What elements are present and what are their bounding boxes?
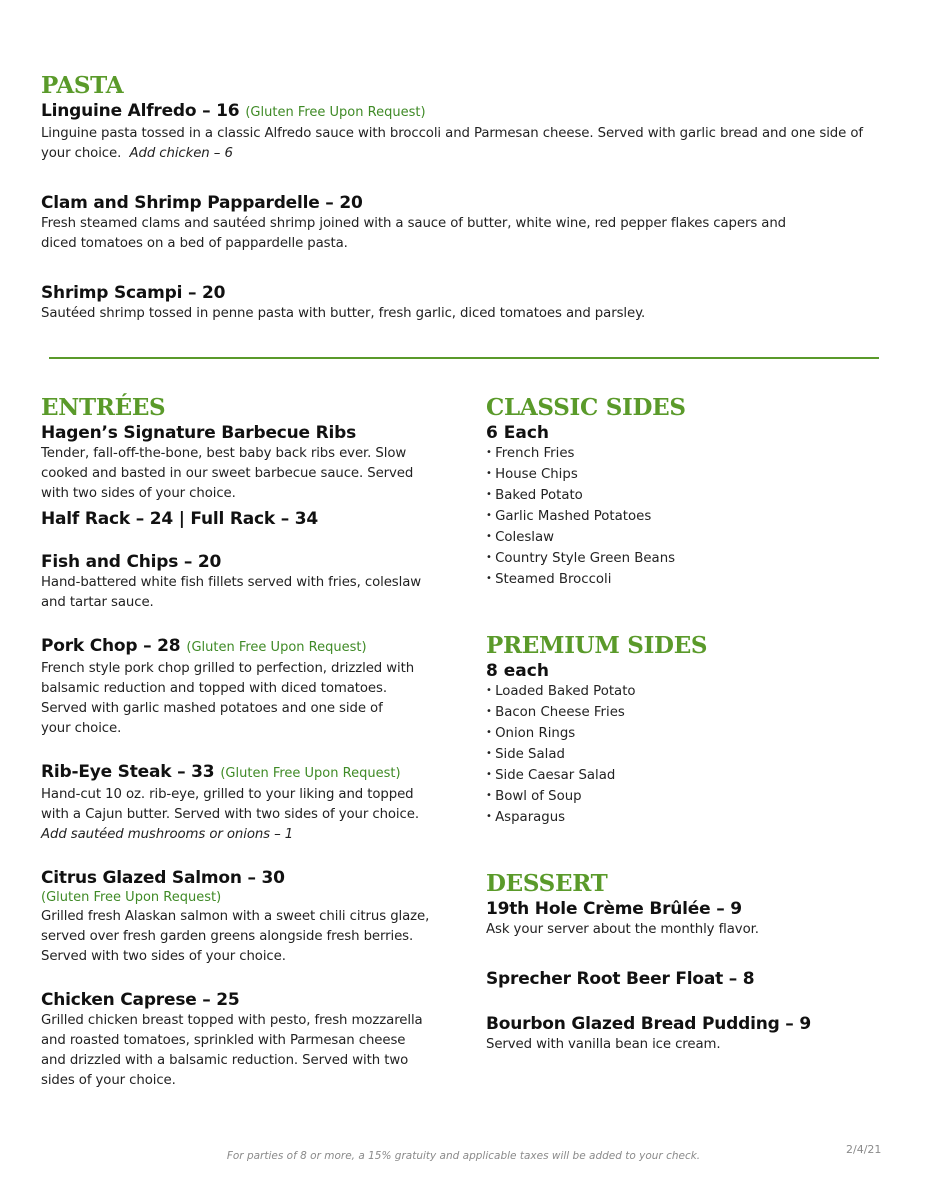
menu-item-shrimp-scampi bbox=[41, 282, 901, 324]
dessert-title: DESSERT bbox=[486, 870, 608, 897]
list-item: • Asparagus bbox=[486, 808, 896, 829]
item-name: 19th Hole Crème Brûlée – 9 bbox=[486, 899, 742, 919]
menu-item-fish-and-chips bbox=[41, 551, 461, 613]
list-item: • Loaded Baked Potato bbox=[486, 682, 896, 703]
premium-sides-title: PREMIUM SIDES bbox=[486, 632, 708, 659]
gratuity-note: For parties of 8 or more, a 15% gratuity and applicable taxes will be added to your check. bbox=[226, 1150, 701, 1162]
item-description: Hand-battered white fish fillets served with fries, coleslaw and tartar sauce. bbox=[41, 575, 422, 610]
gluten-free-note: (Gluten Free Upon Request) bbox=[41, 890, 222, 905]
menu-item-ribs bbox=[41, 422, 461, 530]
item-name: Bourbon Glazed Bread Pudding – 9 bbox=[486, 1014, 811, 1034]
premium-sides-section bbox=[486, 632, 896, 829]
list-item: • Side Salad bbox=[486, 745, 896, 766]
list-item: • Garlic Mashed Potatoes bbox=[486, 507, 896, 528]
list-item: • Bacon Cheese Fries bbox=[486, 703, 896, 724]
menu-item-bread-pudding bbox=[486, 1013, 896, 1055]
menu-item-citrus-glazed-salmon bbox=[41, 867, 461, 967]
item-description: Grilled fresh Alaskan salmon with a sweet chili citrus glaze, served over fresh garden greens alongside fresh berries. Served with two sides of your choice. bbox=[41, 909, 430, 964]
pasta-title: PASTA bbox=[41, 72, 124, 99]
gluten-free-note: (Gluten Free Upon Request) bbox=[245, 105, 426, 120]
item-name: Chicken Caprese – 25 bbox=[41, 990, 240, 1010]
item-description: Tender, fall-off-the-bone, best baby back ribs ever. Slow cooked and basted in our sweet barbecue sauce. Served with two sides of your choice. bbox=[41, 446, 414, 501]
menu-item-pork-chop bbox=[41, 635, 461, 739]
pasta-section bbox=[41, 72, 901, 324]
item-description: Served with vanilla bean ice cream. bbox=[486, 1037, 721, 1052]
menu-item-rib-eye-steak bbox=[41, 761, 461, 845]
item-name: Linguine Alfredo – 16 (Gluten Free Upon Request) bbox=[41, 101, 426, 121]
list-item: • French Fries bbox=[486, 444, 896, 465]
item-name: Pork Chop – 28 (Gluten Free Upon Request) bbox=[41, 636, 367, 656]
entrees-title: ENTRÉES bbox=[41, 394, 166, 421]
item-description: Grilled chicken breast topped with pesto, fresh mozzarella and roasted tomatoes, sprinkled with Parmesan cheese and drizzled with a balsamic reduction. Served with two sides of your choice. bbox=[41, 1013, 423, 1088]
item-description: Fresh steamed clams and sautéed shrimp joined with a sauce of butter, white wine, red pepper flakes capers and diced tomatoes on a bed of pappardelle pasta. bbox=[41, 216, 786, 251]
list-item: • Onion Rings bbox=[486, 724, 896, 745]
add-on-note: Add chicken – 6 bbox=[129, 146, 233, 161]
item-description: Linguine pasta tossed in a classic Alfredo sauce with broccoli and Parmesan cheese. Served with garlic bread and one side of your choice. Add chicken – 6 bbox=[41, 126, 863, 161]
menu-item-chicken-caprese bbox=[41, 989, 461, 1091]
list-item: • House Chips bbox=[486, 465, 896, 486]
dessert-section bbox=[486, 870, 896, 1055]
list-item: • Side Caesar Salad bbox=[486, 766, 896, 787]
classic-sides-title: CLASSIC SIDES bbox=[486, 394, 686, 421]
item-name: Hagen’s Signature Barbecue Ribs bbox=[41, 423, 357, 443]
item-name: Rib-Eye Steak – 33 (Gluten Free Upon Request) bbox=[41, 762, 401, 782]
item-name: Clam and Shrimp Pappardelle – 20 bbox=[41, 193, 363, 213]
classic-sides-list bbox=[486, 444, 896, 591]
item-description: Ask your server about the monthly flavor. bbox=[486, 922, 759, 937]
menu-item-clam-shrimp-pappardelle bbox=[41, 192, 901, 254]
list-item: • Baked Potato bbox=[486, 486, 896, 507]
menu-item-creme-brulee bbox=[486, 898, 896, 940]
item-description: Hand-cut 10 oz. rib-eye, grilled to your liking and topped with a Cajun butter. Served with two sides of your choice. Add sautéed mushrooms or onions – 1 bbox=[41, 787, 419, 842]
menu-date: 2/4/21 bbox=[846, 1143, 882, 1156]
list-item: • Coleslaw bbox=[486, 528, 896, 549]
list-item: • Country Style Green Beans bbox=[486, 549, 896, 570]
item-price: Half Rack – 24 | Full Rack – 34 bbox=[41, 509, 319, 529]
classic-sides-section bbox=[486, 394, 896, 591]
premium-sides-list bbox=[486, 682, 896, 829]
menu-item-root-beer-float bbox=[486, 968, 896, 990]
add-on-note: Add sautéed mushrooms or onions – 1 bbox=[41, 827, 294, 842]
gluten-free-note: (Gluten Free Upon Request) bbox=[186, 640, 367, 655]
item-name: Sprecher Root Beer Float – 8 bbox=[486, 969, 755, 989]
item-name: Citrus Glazed Salmon – 30 bbox=[41, 868, 285, 888]
section-divider bbox=[49, 357, 879, 359]
list-item: • Bowl of Soup bbox=[486, 787, 896, 808]
classic-sides-price: 6 Each bbox=[486, 423, 550, 443]
item-name: Fish and Chips – 20 bbox=[41, 552, 222, 572]
right-column bbox=[486, 394, 896, 1055]
item-description: Sautéed shrimp tossed in penne pasta with butter, fresh garlic, diced tomatoes and parsley. bbox=[41, 306, 646, 321]
entrees-section bbox=[41, 394, 461, 1091]
gluten-free-note: (Gluten Free Upon Request) bbox=[220, 766, 401, 781]
item-name: Shrimp Scampi – 20 bbox=[41, 283, 226, 303]
item-description: French style pork chop grilled to perfection, drizzled with balsamic reduction and topped with diced tomatoes. Served with garlic mashed potatoes and one side of your choice. bbox=[41, 661, 415, 736]
premium-sides-price: 8 each bbox=[486, 661, 549, 681]
menu-item-linguine-alfredo bbox=[41, 100, 901, 164]
list-item: • Steamed Broccoli bbox=[486, 570, 896, 591]
